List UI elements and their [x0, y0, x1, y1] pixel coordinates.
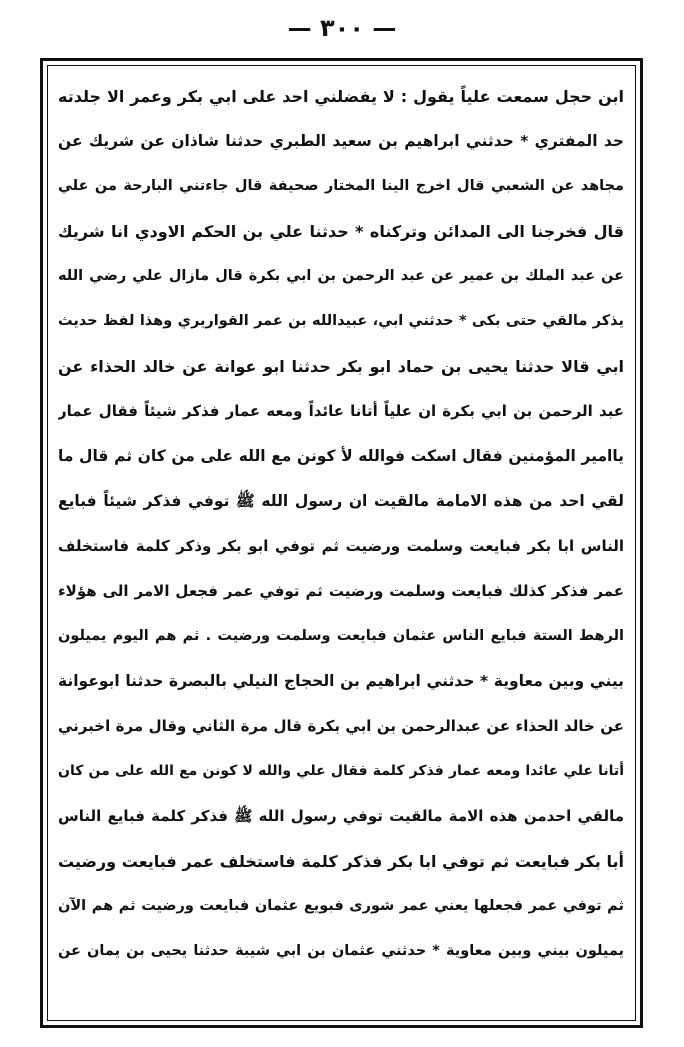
page-number: — ٣٠٠ —	[287, 14, 397, 42]
text-line: يذكر مالقي حتى بكى * حدثني ابي، عبيدالله بن عمر القواريري وهذا لفظ حديث	[58, 313, 624, 329]
text-line: الرهط الستة فبايع الناس عثمان فبايعت وسلمت ورضيت . ثم هم اليوم يميلون	[58, 628, 624, 644]
text-line: عبد الرحمن بن ابي بكرة ان علياً أتانا عائداً ومعه عمار فذكر شيئاً فقال عمار	[58, 402, 624, 420]
text-body	[58, 74, 624, 1018]
text-line: ابي قالا حدثنا يحيى بن حماد ابو بكر حدثنا ابو عوانة عن خالد الحذاء عن	[58, 357, 624, 376]
text-line: ابن حجل سمعت علياً يقول : لا يفضلني احد على ابي بكر وعمر الا جلدته	[58, 87, 624, 106]
text-line: مجاهد عن الشعبي قال اخرج الينا المختار صحيفة قال جاءتني البارحة من علي	[58, 178, 624, 194]
text-line: ثم توفي عمر فجعلها يعني عمر شورى فبويع عثمان فبايعت ورضيت ثم هم الآن	[58, 898, 624, 914]
text-line: أبا بكر فبايعت ثم توفي ابا بكر فذكر كلمة فاستخلف عمر فبايعت ورضيت	[58, 852, 624, 871]
text-line: عن خالد الحذاء عن عبدالرحمن بن ابي بكرة قال مرة الثاني وقال مرة اخبرني	[58, 717, 624, 735]
text-line: لقي احد من هذه الامامة مالقيت ان رسول الله ﷺ توفي فذكر شيئاً فبايع	[58, 492, 624, 510]
text-line: مالقي احدمن هذه الامة مالقيت توفي رسول الله ﷺ فذكر كلمة فبايع الناس	[58, 807, 624, 825]
text-line: أتانا علي عائدا ومعه عمار فذكر كلمة فقال علي والله لا كونن مع الله على من كان	[58, 763, 624, 779]
text-line: عن عبد الملك بن عمير عن عبد الرحمن بن ابي بكرة قال مازال علي رضي الله	[58, 268, 624, 284]
text-line: بيني وبين معاوية * حدثني ابراهيم بن الحجاج النيلي بالبصرة حدثنا ابوعوانة	[58, 672, 624, 690]
text-line: حد المفتري * حدثني ابراهيم بن سعيد الطبري حدثنا شاذان عن شريك عن	[58, 132, 624, 150]
text-line: عمر فذكر كذلك فبايعت وسلمت ورضيت ثم توفي عمر فجعل الامر الى هؤلاء	[58, 582, 624, 600]
text-line: قال فخرجنا الى المدائن وتركناه * حدثنا علي بن الحكم الاودي انا شريك	[58, 222, 624, 241]
text-line: الناس ابا بكر فبايعت وسلمت ورضيت ثم توفي ابو بكر وذكر كلمة فاستخلف	[58, 537, 624, 555]
text-line: يميلون بيني وبين معاوية * حدثني عثمان بن ابي شيبة حدثنا يحيى بن يمان عن	[58, 943, 624, 959]
text-line: ياامير المؤمنين فقال اسكت فوالله لأ كونن مع الله على من كان ثم قال ما	[58, 447, 624, 465]
